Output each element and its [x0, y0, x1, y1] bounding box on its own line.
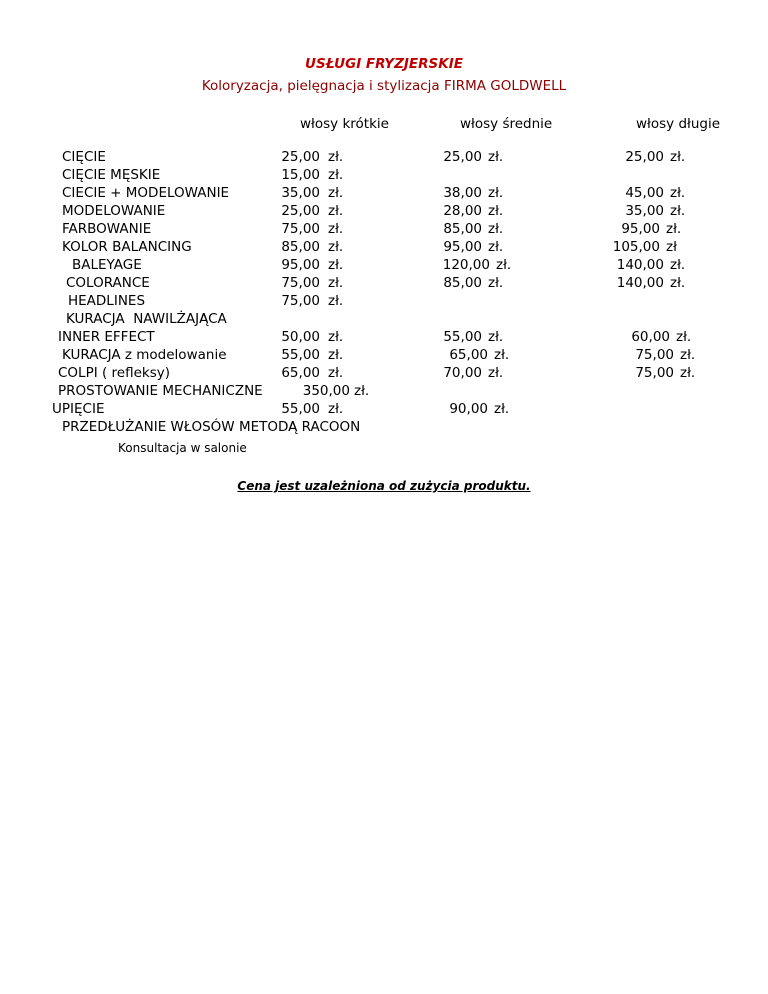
- price-medium: 28,00: [443, 203, 482, 219]
- currency-long: zł.: [670, 149, 686, 165]
- currency-medium: zł.: [496, 257, 512, 273]
- service-name: HEADLINES: [68, 293, 146, 309]
- currency-long: zł.: [670, 203, 686, 219]
- price-short: 25,00: [281, 149, 320, 165]
- price-short: 350,00: [302, 383, 350, 399]
- consultation-note: Konsultacja w salonie: [118, 441, 247, 455]
- currency-short: zł.: [328, 257, 344, 273]
- price-long: 60,00: [631, 329, 670, 345]
- currency-long: zł.: [666, 221, 682, 237]
- table-row: [0, 364, 768, 382]
- price-short: 50,00: [281, 329, 320, 345]
- price-short: 25,00: [281, 203, 320, 219]
- price-long: 105,00: [612, 239, 660, 255]
- table-row: [0, 220, 768, 238]
- price-medium: 85,00: [443, 275, 482, 291]
- table-row: [0, 418, 768, 436]
- service-name: KOLOR BALANCING: [62, 239, 192, 255]
- service-name: COLPI ( refleksy): [58, 365, 171, 381]
- price-medium: 55,00: [443, 329, 482, 345]
- currency-short: zł.: [328, 239, 344, 255]
- service-name: KURACJA z modelowanie: [62, 347, 227, 363]
- table-row: [0, 310, 768, 328]
- price-short: 55,00: [281, 401, 320, 417]
- service-name: PRZEDŁUŻANIE WŁOSÓW METODĄ RACOON: [62, 419, 361, 435]
- price-long: 45,00: [625, 185, 664, 201]
- currency-medium: zł.: [488, 221, 504, 237]
- page-title: USŁUGI FRYZJERSKIE: [305, 56, 463, 72]
- price-short: 95,00: [281, 257, 320, 273]
- service-name: CIĘCIE: [62, 149, 106, 165]
- currency-long: zł.: [676, 329, 692, 345]
- table-row: [0, 274, 768, 292]
- currency-medium: zł.: [488, 203, 504, 219]
- price-medium: 65,00: [449, 347, 488, 363]
- page-subtitle: Koloryzacja, pielęgnacja i stylizacja FIRMA GOLDWELL: [201, 78, 567, 94]
- currency-medium: zł.: [494, 401, 510, 417]
- currency-medium: zł.: [488, 149, 504, 165]
- price-long: 140,00: [616, 275, 664, 291]
- price-long: 75,00: [635, 347, 674, 363]
- table-row: [0, 346, 768, 364]
- table-row: [0, 184, 768, 202]
- table-row: [0, 292, 768, 310]
- currency-long: zł.: [670, 275, 686, 291]
- price-medium: 38,00: [443, 185, 482, 201]
- price-short: 75,00: [281, 275, 320, 291]
- table-row: [0, 238, 768, 256]
- table-row: [0, 400, 768, 418]
- currency-long: zł.: [680, 347, 696, 363]
- price-medium: 120,00: [442, 257, 490, 273]
- currency-short: zł.: [354, 383, 370, 399]
- currency-short: zł.: [328, 203, 344, 219]
- service-name: MODELOWANIE: [62, 203, 166, 219]
- price-long: 75,00: [635, 365, 674, 381]
- currency-medium: zł.: [488, 329, 504, 345]
- currency-long: zł.: [670, 185, 686, 201]
- price-medium: 90,00: [449, 401, 488, 417]
- price-long: 35,00: [625, 203, 664, 219]
- price-short: 35,00: [281, 185, 320, 201]
- service-name: INNER EFFECT: [58, 329, 155, 345]
- price-long: 140,00: [616, 257, 664, 273]
- currency-short: zł.: [328, 293, 344, 309]
- service-name: UPIĘCIE: [52, 401, 105, 417]
- price-medium: 70,00: [443, 365, 482, 381]
- table-row: [0, 202, 768, 220]
- currency-short: zł.: [328, 149, 344, 165]
- currency-short: zł.: [328, 347, 344, 363]
- service-name: FARBOWANIE: [62, 221, 152, 237]
- currency-long: zł: [666, 239, 677, 255]
- price-short: 75,00: [281, 293, 320, 309]
- service-name: CIECIE + MODELOWANIE: [62, 185, 230, 201]
- service-name: KURACJA NAWILŻAJĄCA: [66, 311, 227, 327]
- currency-short: zł.: [328, 365, 344, 381]
- column-header-medium: włosy średnie: [460, 116, 553, 132]
- currency-long: zł.: [680, 365, 696, 381]
- price-short: 75,00: [281, 221, 320, 237]
- currency-medium: zł.: [488, 275, 504, 291]
- price-medium: 25,00: [443, 149, 482, 165]
- service-name: CIĘCIE MĘSKIE: [62, 167, 161, 183]
- currency-short: zł.: [328, 167, 344, 183]
- table-row: [0, 328, 768, 346]
- currency-short: zł.: [328, 221, 344, 237]
- column-header-long: włosy długie: [636, 116, 721, 132]
- service-name: COLORANCE: [66, 275, 150, 291]
- service-name: BALEYAGE: [72, 257, 142, 273]
- currency-short: zł.: [328, 275, 344, 291]
- currency-short: zł.: [328, 401, 344, 417]
- price-short: 85,00: [281, 239, 320, 255]
- price-short: 65,00: [281, 365, 320, 381]
- price-long: 25,00: [625, 149, 664, 165]
- currency-short: zł.: [328, 185, 344, 201]
- price-medium: 95,00: [443, 239, 482, 255]
- currency-long: zł.: [670, 257, 686, 273]
- currency-short: zł.: [328, 329, 344, 345]
- table-row: [0, 148, 768, 166]
- price-short: 55,00: [281, 347, 320, 363]
- price-footnote: Cena jest uzależniona od zużycia produktu.: [237, 479, 531, 493]
- price-long: 95,00: [621, 221, 660, 237]
- price-medium: 85,00: [443, 221, 482, 237]
- service-name: PROSTOWANIE MECHANICZNE: [58, 383, 263, 399]
- currency-medium: zł.: [494, 347, 510, 363]
- column-header-short: włosy krótkie: [300, 116, 389, 132]
- table-row: [0, 166, 768, 184]
- table-row: [0, 382, 768, 400]
- currency-medium: zł.: [488, 185, 504, 201]
- price-short: 15,00: [281, 167, 320, 183]
- currency-medium: zł.: [488, 239, 504, 255]
- table-row: [0, 256, 768, 274]
- currency-medium: zł.: [488, 365, 504, 381]
